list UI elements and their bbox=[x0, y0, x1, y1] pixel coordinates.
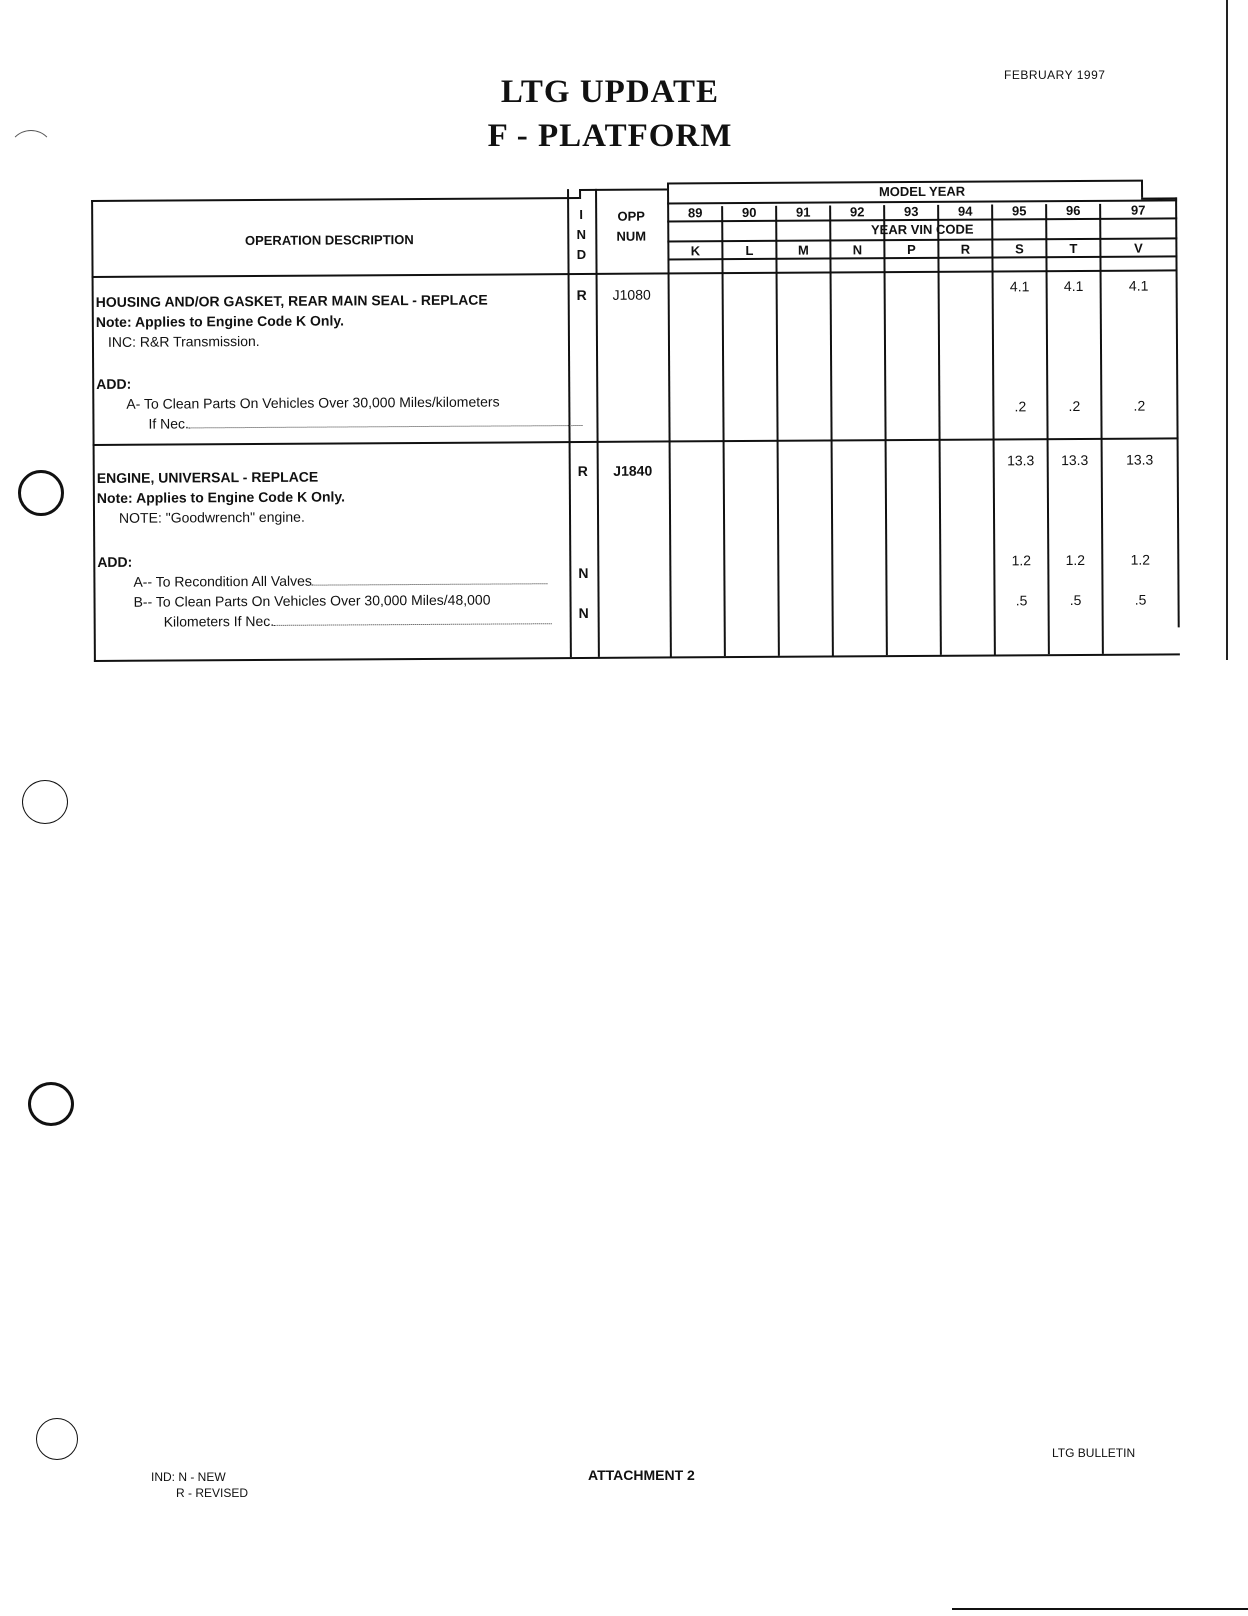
ind-legend-new: IND: N - NEW bbox=[151, 1470, 226, 1484]
row1-add-a-line2 bbox=[148, 413, 583, 432]
labor-time-table bbox=[91, 179, 1180, 662]
vin-k: K bbox=[690, 243, 701, 259]
row2-add-a-value-97: 1.2 bbox=[1130, 551, 1151, 568]
row1-inc: INC: R&R Transmission. bbox=[107, 332, 260, 350]
operation-description-header: OPERATION DESCRIPTION bbox=[244, 232, 414, 249]
row2-add-label: ADD: bbox=[97, 553, 133, 570]
row2-add-b-line2 bbox=[164, 611, 553, 629]
binder-hole bbox=[22, 780, 68, 824]
row2-add-b-line1: B-- To Clean Parts On Vehicles Over 30,000 Miles/48,000 bbox=[133, 591, 491, 610]
year-91: 91 bbox=[795, 204, 811, 220]
row1-add-label: ADD: bbox=[96, 375, 132, 392]
row2-add-a-value-95: 1.2 bbox=[1011, 552, 1032, 569]
row1-add-a-value-97: .2 bbox=[1133, 397, 1146, 414]
row2-value-97: 13.3 bbox=[1126, 451, 1154, 468]
row1-value-97: 4.1 bbox=[1128, 277, 1149, 294]
year-92: 92 bbox=[849, 204, 865, 220]
ind-header-i: I bbox=[579, 206, 584, 223]
year-95: 95 bbox=[1011, 203, 1027, 219]
row2-value-95: 13.3 bbox=[1007, 452, 1035, 469]
row1-ind: R bbox=[576, 286, 587, 304]
bulletin-label: LTG BULLETIN bbox=[1052, 1446, 1136, 1460]
leader-dots bbox=[274, 623, 552, 626]
row2-inc: NOTE: "Goodwrench" engine. bbox=[118, 508, 305, 526]
row2-value-96: 13.3 bbox=[1061, 451, 1089, 469]
binder-hole bbox=[36, 1418, 78, 1460]
row1-add-a-value-95: .2 bbox=[1014, 398, 1027, 415]
num-header: NUM bbox=[616, 228, 647, 244]
binder-hole-mark bbox=[8, 130, 54, 176]
row2-add-a-value-96: 1.2 bbox=[1065, 551, 1086, 569]
row1-value-96: 4.1 bbox=[1063, 277, 1084, 295]
binder-hole bbox=[28, 1082, 74, 1126]
year-94: 94 bbox=[957, 203, 973, 219]
row2-add-a-ind: N bbox=[578, 564, 589, 582]
year-97: 97 bbox=[1130, 202, 1146, 218]
row2-add-a-line1 bbox=[133, 571, 548, 590]
row2-add-a-text: A-- To Recondition All Valves bbox=[133, 572, 312, 590]
bottom-rule-line bbox=[952, 1608, 1248, 1610]
ind-header-d: D bbox=[576, 246, 587, 263]
ind-header-n: N bbox=[576, 226, 587, 243]
row1-value-95: 4.1 bbox=[1009, 278, 1030, 295]
ind-legend-revised: R - REVISED bbox=[176, 1486, 249, 1500]
vin-s: S bbox=[1015, 241, 1024, 257]
row1-add-a-value-96: .2 bbox=[1068, 397, 1081, 415]
vin-code-header: YEAR VIN CODE bbox=[870, 221, 974, 238]
leader-dots bbox=[189, 425, 583, 428]
row2-opp: J1840 bbox=[613, 462, 653, 479]
vin-m: M bbox=[797, 242, 809, 258]
model-year-header: MODEL YEAR bbox=[878, 183, 966, 200]
year-89: 89 bbox=[687, 205, 703, 221]
row2-add-b-value-95: .5 bbox=[1015, 592, 1028, 609]
vin-r: R bbox=[960, 241, 971, 257]
vin-t: T bbox=[1069, 240, 1078, 257]
row2-note: Note: Applies to Engine Code K Only. bbox=[96, 488, 346, 506]
document-title: LTG UPDATE bbox=[500, 74, 720, 110]
row1-title: HOUSING AND/OR GASKET, REAR MAIN SEAL - REPLACE bbox=[95, 291, 488, 310]
row2-add-b-line2-text: Kilometers If Nec. bbox=[163, 612, 275, 630]
row1-add-a-line2-text: If Nec. bbox=[148, 415, 189, 432]
vin-l: L bbox=[745, 242, 754, 259]
leader-dots bbox=[312, 583, 548, 585]
row1-note: Note: Applies to Engine Code K Only. bbox=[95, 312, 344, 330]
document-date: FEBRUARY 1997 bbox=[1004, 68, 1106, 82]
row2-ind: R bbox=[577, 462, 588, 480]
year-93: 93 bbox=[903, 203, 919, 220]
row1-add-a-line1: A- To Clean Parts On Vehicles Over 30,000 Miles/kilometers bbox=[126, 393, 500, 412]
attachment-label: ATTACHMENT 2 bbox=[588, 1467, 695, 1483]
binder-hole bbox=[18, 470, 64, 516]
vin-v: V bbox=[1134, 240, 1143, 256]
vin-p: P bbox=[907, 241, 916, 258]
row2-add-b-ind: N bbox=[578, 604, 589, 622]
opp-header: OPP bbox=[617, 208, 645, 224]
vin-n: N bbox=[852, 242, 863, 258]
year-96: 96 bbox=[1065, 202, 1081, 219]
row2-title: ENGINE, UNIVERSAL - REPLACE bbox=[96, 468, 319, 486]
row2-add-b-value-97: .5 bbox=[1134, 591, 1147, 608]
document-subtitle: F - PLATFORM bbox=[487, 118, 733, 154]
year-90: 90 bbox=[741, 204, 757, 221]
row2-add-b-value-96: .5 bbox=[1069, 591, 1082, 609]
row1-opp: J1080 bbox=[612, 286, 651, 303]
page-edge-line bbox=[1226, 0, 1228, 660]
